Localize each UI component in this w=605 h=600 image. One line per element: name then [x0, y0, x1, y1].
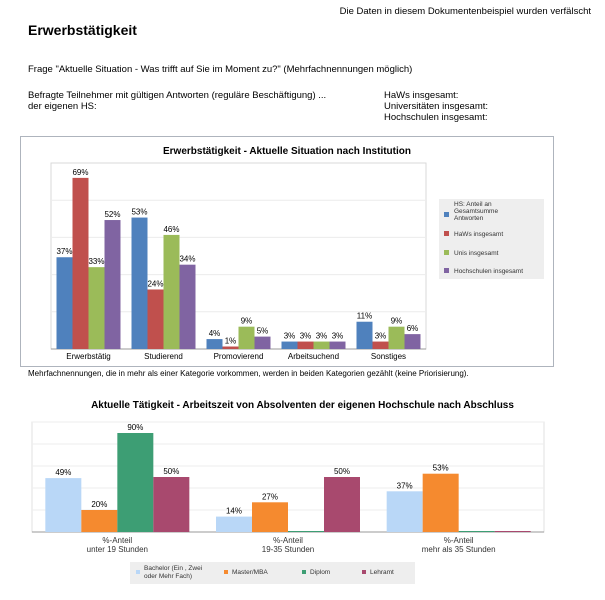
chart1-data-label: 52% [104, 210, 121, 220]
chart1-data-label: 4% [208, 329, 221, 339]
chart2-data-label: 53% [432, 463, 449, 473]
chart2-legend-label: Lehramt [370, 569, 394, 576]
chart2-legend-swatch [224, 570, 228, 574]
chart2-legend-swatch [362, 570, 366, 574]
chart2-bar [117, 433, 153, 532]
chart1-data-label: 3% [315, 331, 328, 341]
chart1-legend-label: Hochschulen insgesamt [454, 268, 524, 275]
chart1-data-label: 46% [163, 224, 180, 234]
chart2-bar [495, 531, 531, 532]
chart1-bar [180, 265, 196, 349]
chart2-bar [153, 477, 189, 532]
chart1-legend-swatch [444, 212, 449, 217]
chart1-frame [20, 136, 554, 367]
chart1-category-label: Promovierend [213, 352, 264, 361]
chart1-bar [314, 342, 330, 349]
chart2-data-label: 49% [55, 468, 72, 478]
total-unis: Universitäten insgesamt: [384, 101, 489, 112]
chart2-category-label: %-Anteil [443, 536, 474, 545]
chart2-category-label: unter 19 Stunden [86, 545, 149, 554]
chart2-data-label: 50% [333, 467, 351, 476]
chart1-data-label: 5% [256, 326, 269, 336]
chart1-bar [148, 289, 164, 349]
chart1-bar [282, 342, 298, 349]
chart2-data-label: 27% [261, 492, 279, 502]
chart1-svg [21, 137, 553, 366]
chart1-bar [207, 339, 223, 349]
chart1-bar [330, 342, 346, 349]
chart2-category-label: 19-35 Stunden [261, 545, 315, 554]
chart1-data-label: 37% [56, 247, 73, 257]
chart1-data-label: 9% [390, 316, 403, 326]
chart1-legend-swatch [444, 250, 449, 255]
page-title: Erwerbstätigkeit [28, 22, 137, 38]
chart1-data-label: 24% [147, 279, 164, 289]
chart1-data-label: 1% [224, 336, 237, 346]
chart1-bar [373, 342, 389, 349]
chart1-bar [105, 220, 121, 349]
chart1-bar [57, 257, 73, 349]
chart1-data-label: 3% [283, 331, 296, 341]
chart1-legend-label: Gesamtsumme [454, 208, 499, 215]
chart2-category-label: %-Anteil [102, 536, 133, 545]
chart1-legend-label: Unis insgesamt [454, 250, 499, 257]
chart2-data-label: 37% [396, 481, 413, 491]
chart2-legend-label: Master/MBA [232, 569, 268, 576]
total-hochschulen: Hochschulen insgesamt: [384, 112, 488, 123]
chart2-bar [288, 531, 324, 532]
chart1-legend-swatch [444, 231, 449, 236]
chart2-legend-label: oder Mehr Fach) [144, 573, 193, 580]
chart1-data-label: 3% [331, 331, 344, 341]
chart1-category-label: Sonstiges [370, 352, 407, 361]
chart1-legend-label: Antworten [454, 215, 484, 222]
chart2-bar [459, 531, 495, 532]
chart1-bar [89, 267, 105, 349]
respondents-text [28, 90, 326, 112]
chart1-data-label: 53% [131, 207, 148, 217]
chart2-data-label: 14% [225, 506, 243, 516]
chart1-legend-label: HaWs insgesamt [454, 231, 504, 238]
chart1-data-label: 3% [374, 331, 387, 341]
chart1-data-label: 3% [299, 331, 312, 341]
chart1-data-label: 6% [406, 324, 419, 334]
chart1-legend-swatch [444, 268, 449, 273]
chart1-category-label: Arbeitsuchend [287, 352, 340, 361]
chart1-legend-label: HS: Anteil an [454, 201, 492, 208]
chart1-bar [357, 322, 373, 349]
chart2-title: Aktuelle Tätigkeit - Arbeitszeit von Absolventen der eigenen Hochschule nach Abschluss [91, 400, 514, 411]
survey-question: Frage "Aktuelle Situation - Was trifft auf Sie im Moment zu?" (Mehrfachnennungen möglich) [28, 64, 413, 75]
chart2-bar [252, 502, 288, 532]
chart2-data-label: 90% [127, 423, 144, 432]
chart1-bar [389, 327, 405, 349]
chart1-category-label: Studierend [144, 352, 183, 361]
chart1-bar [298, 342, 314, 349]
chart1-bar [132, 218, 148, 349]
respondents-line-1: Befragte Teilnehmer mit gültigen Antworten (reguläre Beschäftigung) ... [28, 90, 327, 101]
total-haws: HaWs insgesamt: [384, 90, 459, 101]
chart1-title: Erwerbstätigkeit - Aktuelle Situation nach Institution [163, 146, 411, 157]
chart2-bar [216, 517, 252, 532]
chart1-bar [255, 337, 271, 349]
chart1-bar [223, 347, 239, 349]
chart1-category-label: Erwerbstätig [66, 352, 111, 361]
chart2-category-label: %-Anteil [273, 536, 303, 545]
chart2-bar [81, 510, 117, 532]
chart1-data-label: 34% [179, 254, 196, 264]
chart2-legend-label: Bachelor (Ein , Zwei [144, 565, 203, 572]
chart1-data-label: 9% [240, 316, 253, 326]
chart1-data-label: 33% [88, 257, 105, 267]
respondents-line-2: der eigenen HS: [28, 101, 97, 112]
chart2-bar [45, 478, 81, 532]
chart2-data-label: 20% [91, 500, 108, 509]
chart2-bar [324, 477, 360, 532]
chart2-bar [387, 491, 423, 532]
chart2-legend-swatch [302, 570, 306, 574]
chart1-bar [73, 178, 89, 349]
totals-block [384, 90, 488, 123]
chart1-data-label: 69% [72, 167, 89, 177]
chart2-legend-swatch [136, 570, 140, 574]
chart1-bar [164, 235, 180, 349]
chart1-data-label: 11% [356, 311, 373, 321]
chart1-bar [405, 334, 421, 349]
chart2-svg [0, 418, 605, 593]
falsification-notice: Die Daten in diesem Dokumentenbeispiel wurden verfälscht [339, 6, 591, 17]
footnote: Mehrfachnennungen, die in mehr als einer Kategorie vorkommen, werden in beiden Kategorien gezählt (keine Priorisierung). [28, 369, 469, 378]
chart2-bar [423, 474, 459, 532]
chart2-legend-label: Diplom [310, 569, 331, 576]
chart2-data-label: 50% [163, 467, 180, 476]
chart1-bar [239, 327, 255, 349]
chart2-category-label: mehr als 35 Stunden [421, 545, 496, 554]
